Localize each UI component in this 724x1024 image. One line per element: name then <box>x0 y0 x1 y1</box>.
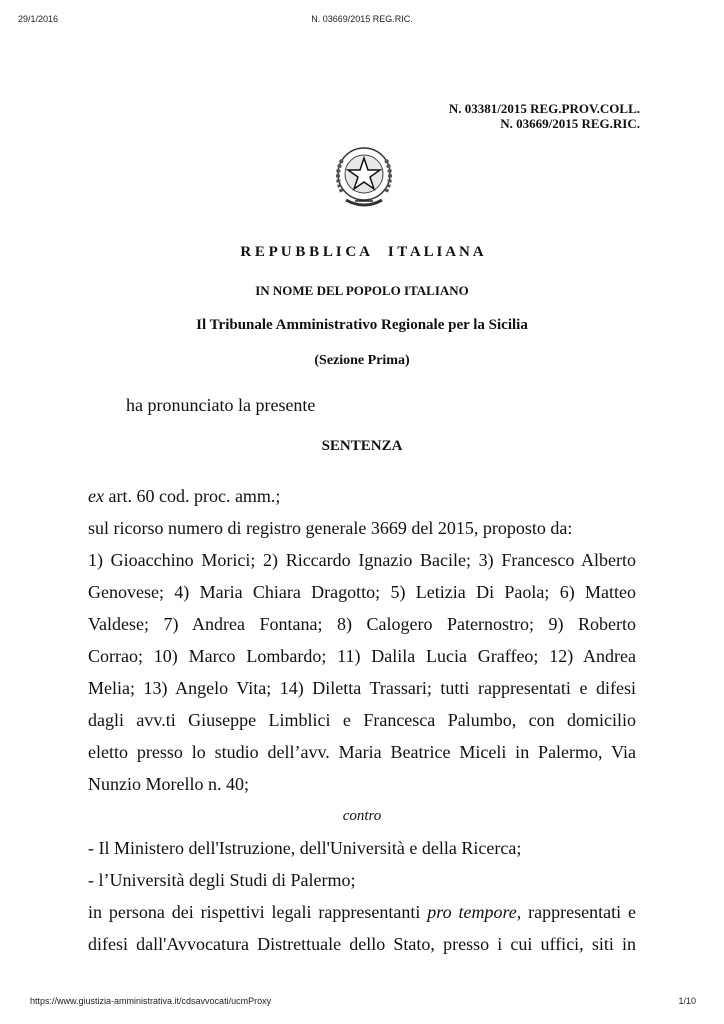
italian-republic-emblem-icon <box>328 140 400 212</box>
pronounced-text: ha pronunciato la presente <box>126 395 316 415</box>
people-heading: IN NOME DEL POPOLO ITALIANO <box>255 283 469 298</box>
republic-heading: R E P U B B L I C A I T A L I A N A <box>240 244 484 260</box>
parties-line: Genovese; 4) Maria Chiara Dragotto; 5) Letizia Di Paola; 6) Matteo <box>88 582 636 602</box>
document-body <box>88 480 636 960</box>
ex-italic: ex <box>88 486 104 506</box>
parties-line: eletto presso lo studio dell’avv. Maria Beatrice Miceli in Palermo, Via <box>88 742 636 762</box>
difesi-line: difesi dall'Avvocatura Distrettuale dello Stato, presso i cui uffici, siti in <box>88 934 636 954</box>
print-title: N. 03669/2015 REG.RIC. <box>311 14 413 24</box>
case-references <box>449 101 640 131</box>
pro-tempore-italic: pro tempore, <box>427 902 522 922</box>
parties-line: dagli avv.ti Giuseppe Limblici e Francesca Palumbo, con domicilio <box>88 710 636 730</box>
respondent-university: - l’Università degli Studi di Palermo; <box>88 870 356 890</box>
court-section: (Sezione Prima) <box>314 353 410 368</box>
legal-basis-text: art. 60 cod. proc. amm.; <box>103 486 281 506</box>
print-date: 29/1/2016 <box>18 14 59 24</box>
court-name: Il Tribunale Amministrativo Regionale per la Sicilia <box>196 317 528 333</box>
parties-line: Melia; 13) Angelo Vita; 14) Diletta Trassari; tutti rappresentati e difesi <box>88 678 636 698</box>
parties-line: Corrao; 10) Marco Lombardo; 11) Dalila Lucia Graffeo; 12) Andrea <box>88 646 636 666</box>
persona-line: in persona dei rispettivi legali rappresentanti pro tempore, rappresentati e <box>88 902 636 922</box>
respondent-ministry: - Il Ministero dell'Istruzione, dell'Università e della Ricerca; <box>88 838 522 858</box>
parties-line: Valdese; 7) Andrea Fontana; 8) Calogero Paternostro; 9) Roberto <box>88 614 636 634</box>
contro-label: contro <box>342 808 382 824</box>
parties-line: Nunzio Morello n. 40; <box>88 774 249 794</box>
parties-line: 1) Gioacchino Morici; 2) Riccardo Ignazio Bacile; 3) Francesco Alberto <box>88 550 636 570</box>
reference-reg-ric: N. 03669/2015 REG.RIC. <box>500 116 640 131</box>
page-number: 1/10 <box>678 996 696 1006</box>
sentence-title: SENTENZA <box>321 438 403 454</box>
ricorso-line: sul ricorso numero di registro generale 3669 del 2015, proposto da: <box>88 518 573 538</box>
legal-basis <box>88 480 636 512</box>
print-url: https://www.giustizia-amministrativa.it/cdsavvocati/ucmProxy <box>30 996 272 1006</box>
reference-prov-coll: N. 03381/2015 REG.PROV.COLL. <box>448 101 640 116</box>
